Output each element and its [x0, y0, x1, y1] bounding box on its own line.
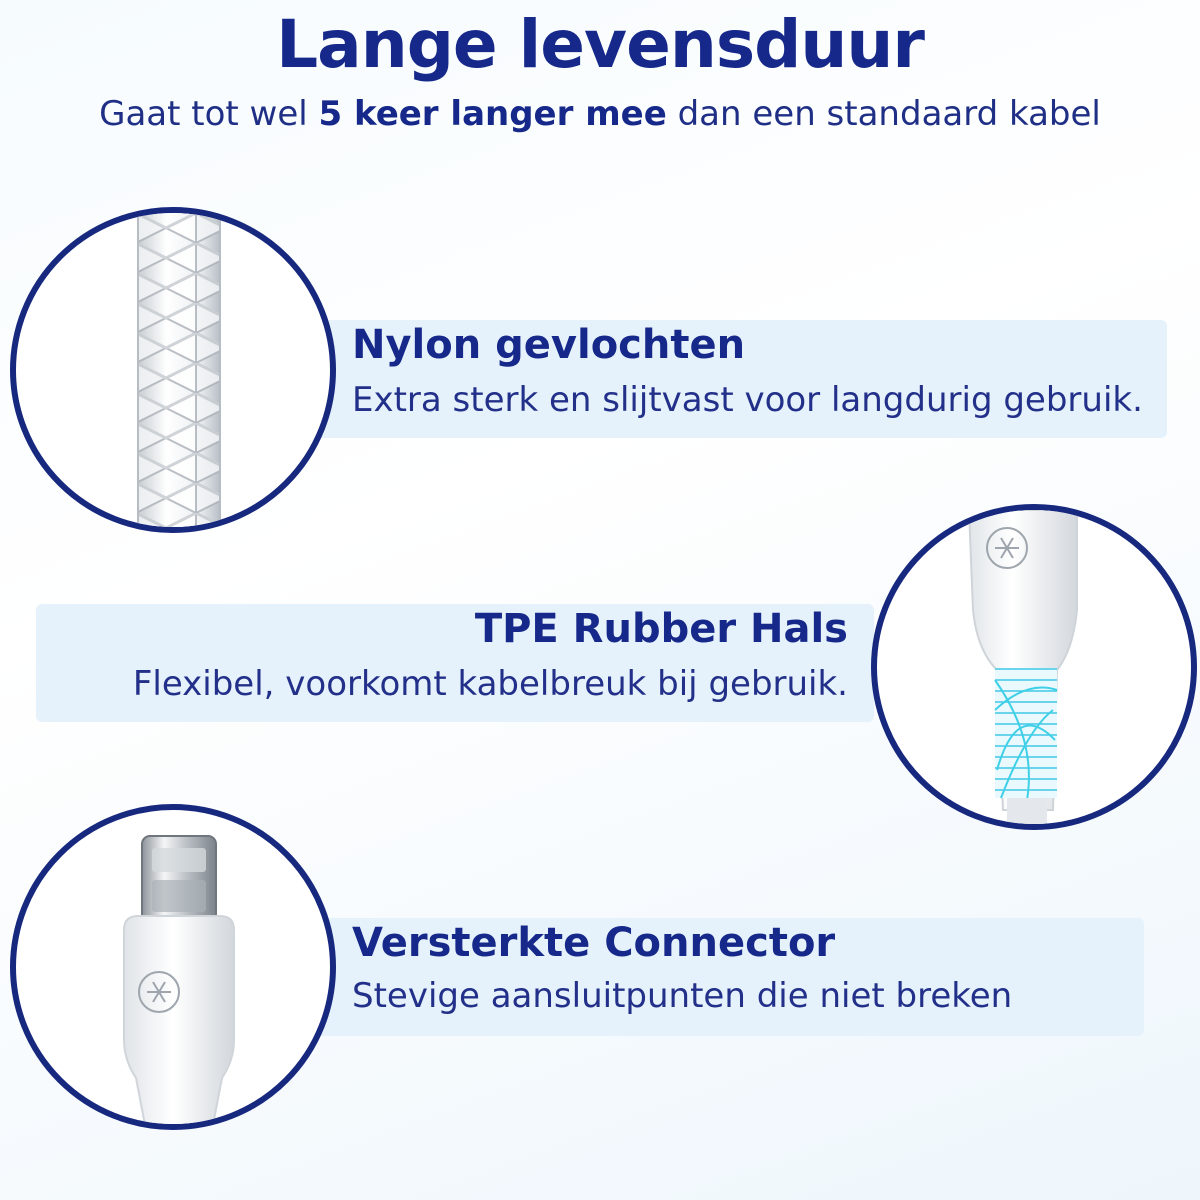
feature-desc-connector: Stevige aansluitpunten die niet breken — [352, 976, 1013, 1016]
feature-desc-nylon: Extra sterk en slijtvast voor langdurig gebruik. — [352, 380, 1143, 420]
braided-cable-image — [10, 207, 336, 533]
subtitle-post: dan een standaard kabel — [666, 94, 1101, 134]
feature-title-connector: Versterkte Connector — [352, 920, 836, 966]
feature-title-tpe: TPE Rubber Hals — [474, 606, 848, 652]
page-subtitle — [0, 94, 1200, 134]
subtitle-bold: 5 keer langer mee — [318, 94, 667, 134]
subtitle-pre: Gaat tot wel — [99, 94, 319, 134]
lightning-connector-image — [10, 804, 336, 1130]
feature-desc-tpe: Flexibel, voorkomt kabelbreuk bij gebruik. — [132, 664, 848, 704]
page-title: Lange levensduur — [276, 6, 924, 83]
rubber-neck-image — [871, 504, 1197, 830]
feature-title-nylon: Nylon gevlochten — [352, 322, 746, 368]
